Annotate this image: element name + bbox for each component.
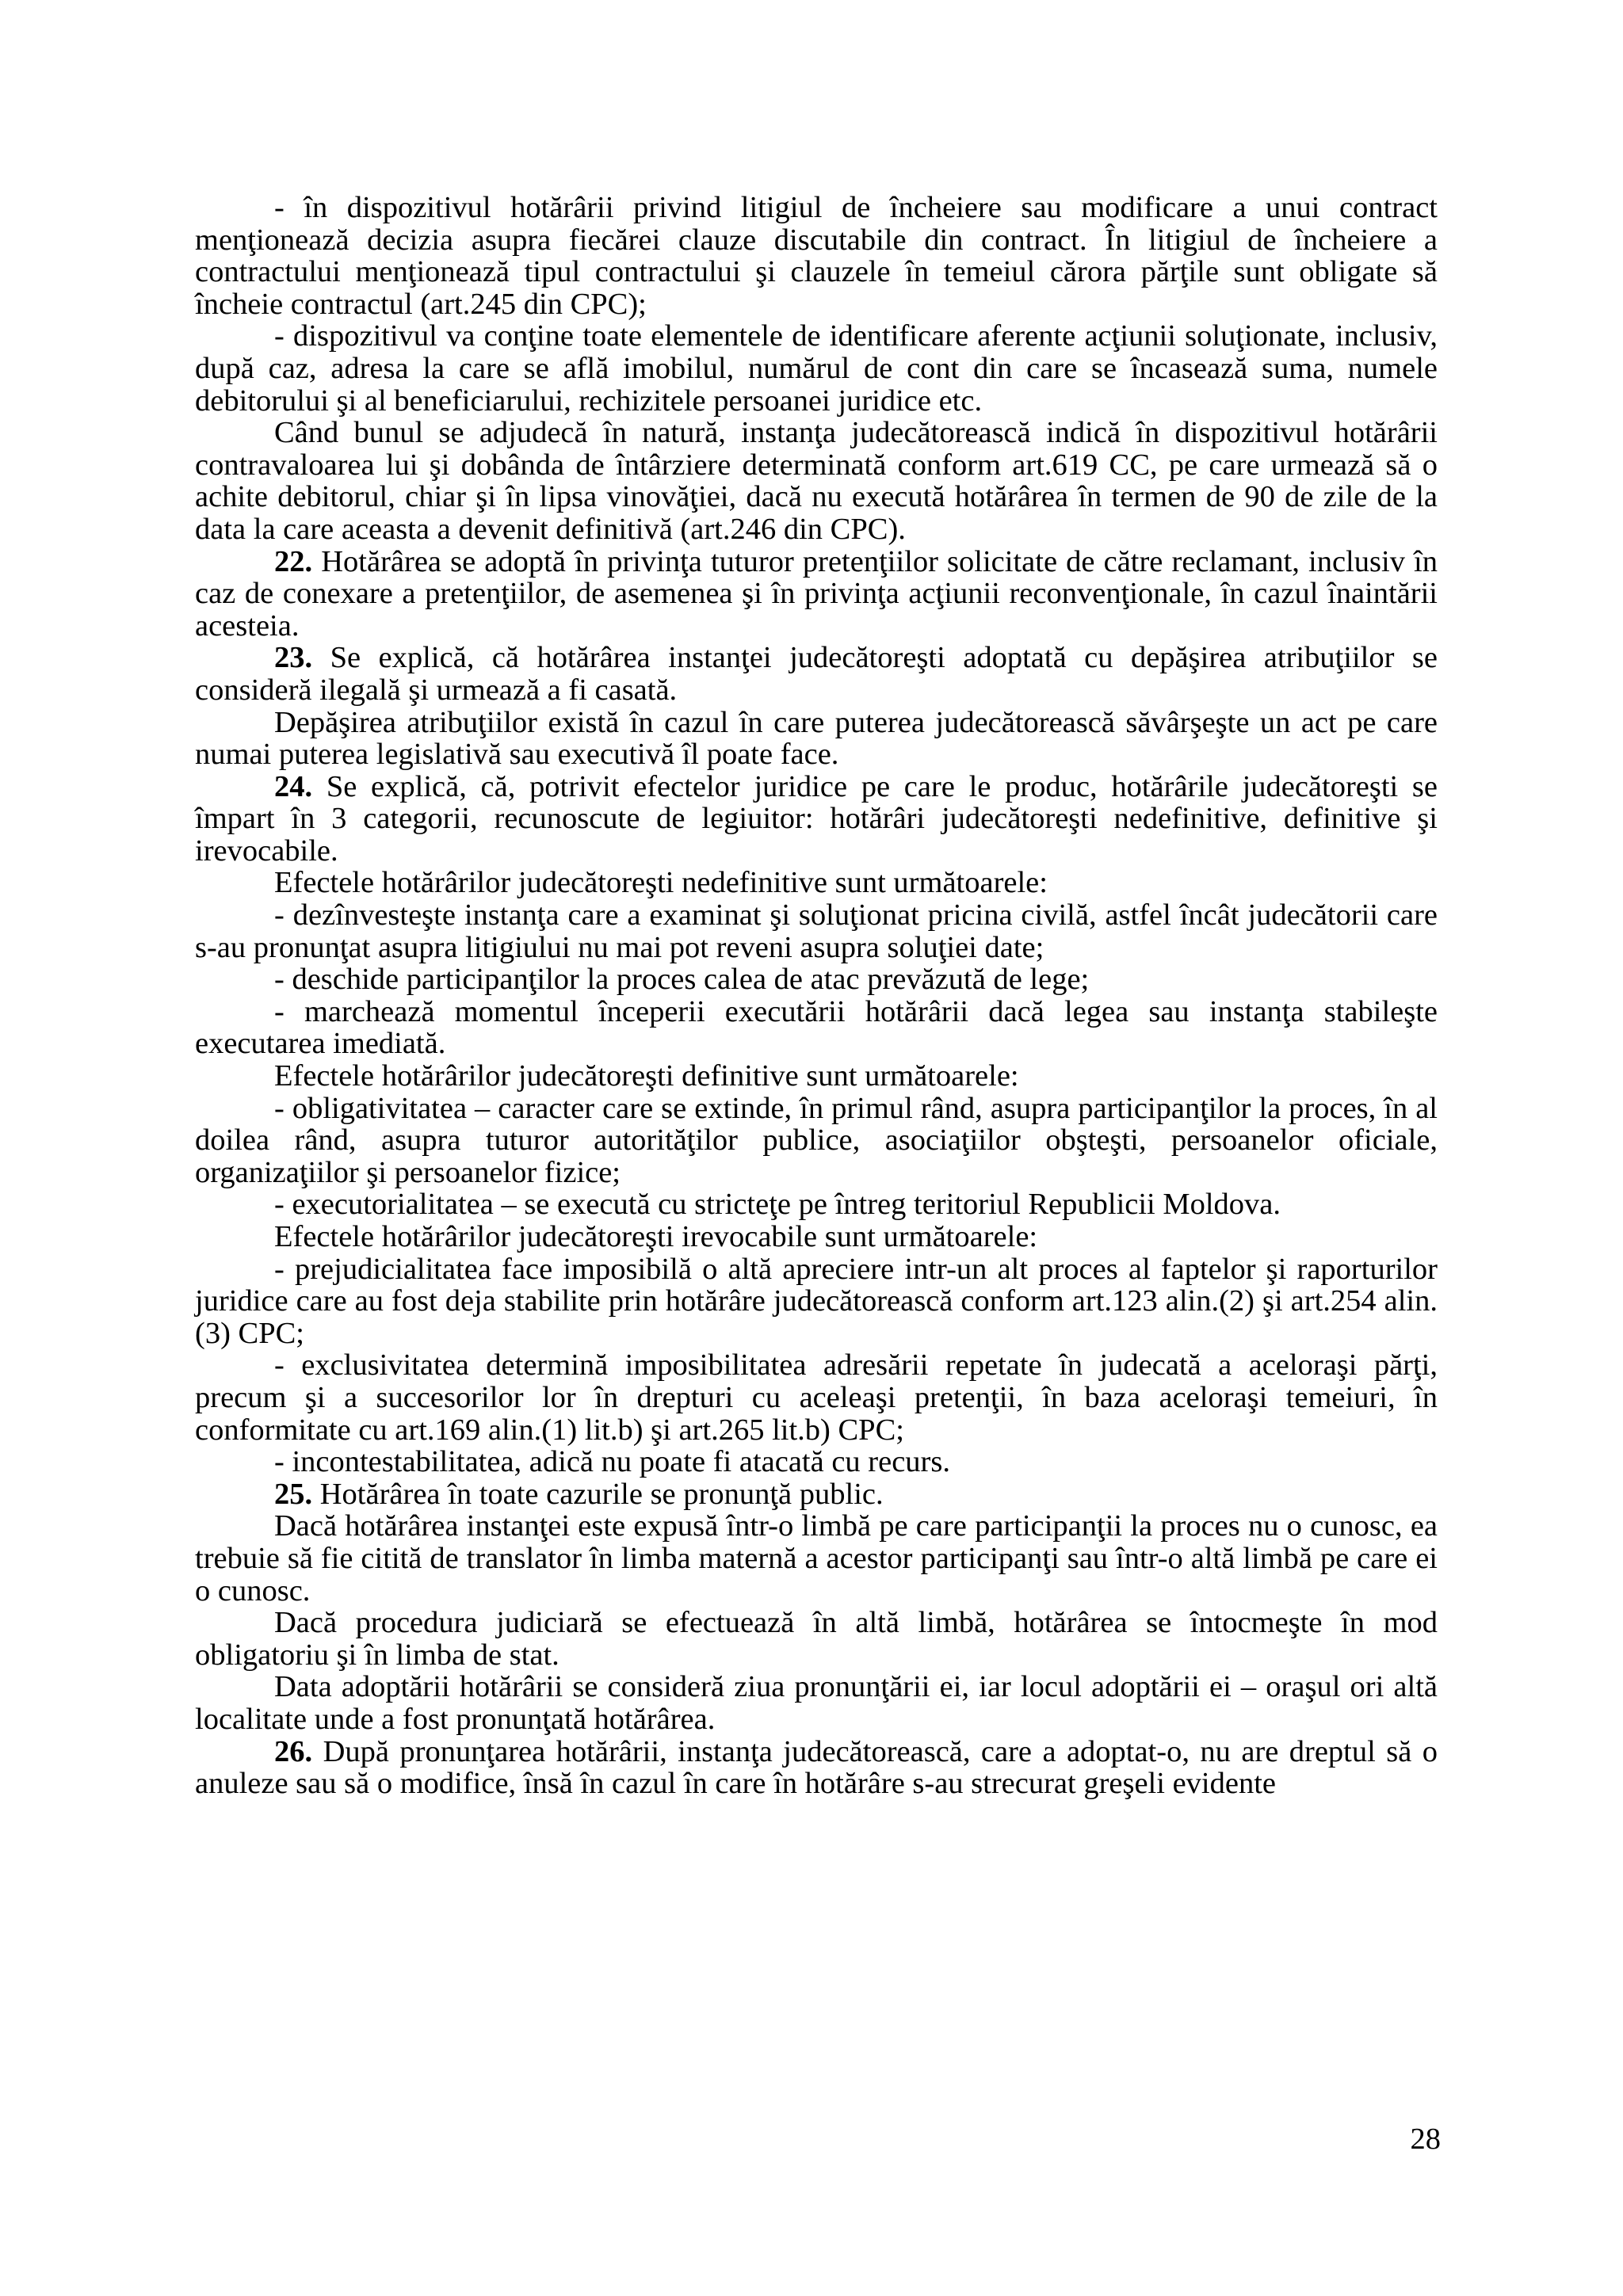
paragraph-text: - dispozitivul va conţine toate elementele de identificare aferente acţiunii soluţionate, inclusiv, după caz, adresa la care se află imobilul, numărul de cont din care se încasează suma, numele debitorului şi al beneficiarului, rechizitele persoanei juridice etc. [195,319,1438,418]
paragraph [195,1478,1438,1511]
paragraph-text: Efectele hotărârilor judecătoreşti irevocabile sunt următoarele: [274,1220,1038,1253]
paragraph [195,1060,1438,1093]
paragraph-text: Efectele hotărârilor judecătoreşti definitive sunt următoarele: [274,1059,1019,1093]
paragraph-text: - executorialitatea – se execută cu stricteţe pe întreg teritoriul Republicii Moldova. [274,1188,1281,1222]
paragraph-text: - prejudicialitatea face imposibilă o altă apreciere intr-un alt proces al faptelor şi raporturilor juridice care au fost deja stabilite prin hotărâre judecătorească conform art.123 alin.(2) şi art.254 alin.(3) CPC; [195,1252,1438,1350]
paragraph-text: Hotărârea în toate cazurile se pronunţă public. [319,1477,884,1511]
paragraph-text: - dezînvesteşte instanţa care a examinat şi soluţionat pricina civilă, astfel încât judecătorii care s-au pronunţat asupra litigiului nu mai pot reveni asupra soluţiei date; [195,898,1438,964]
page-number: 28 [1410,2122,1441,2156]
paragraph [195,320,1438,417]
paragraph-number: 25. [274,1477,313,1511]
paragraph [195,996,1438,1060]
paragraph [195,867,1438,899]
paragraph [195,1736,1438,1800]
paragraph-number: 24. [274,769,313,803]
paragraph-text: Se explică, că, potrivit efectelor juridice pe care le produc, hotărârile judecătoreşti se împart în 3 categorii, recunoscute de legiuitor: hotărâri judecătoreşti nedefinitive, definitive şi irevocabile. [195,769,1438,868]
paragraph-text: Hotărârea se adoptă în privinţa tuturor pretenţiilor solicitate de către reclamant, inclusiv în caz de conexare a pretenţiilor, de asemenea şi în privinţa acţiunii reconvenţionale, în cazul înaintării acesteia. [195,544,1438,643]
document-body [195,192,1438,1800]
paragraph [195,1671,1438,1735]
paragraph-text: După pronunţarea hotărârii, instanţa judecătorească, care a adoptat-o, nu are dreptul să o anuleze sau să o modifice, însă în cazul în care în hotărâre s-au strecurat greşeli evidente [195,1734,1438,1801]
paragraph-text: Data adoptării hotărârii se consideră ziua pronunţării ei, iar locul adoptării ei – oraşul ori altă localitate unde a fost pronunţată hotărârea. [195,1670,1438,1736]
paragraph [195,1221,1438,1253]
paragraph [195,1093,1438,1189]
paragraph-text: - exclusivitatea determină imposibilitatea adresării repetate în judecată a aceloraşi părţi, precum şi a succesorilor lor în drepturi cu aceleaşi pretenţii, în baza aceloraşi temeiuri, în conformitate cu art.169 alin.(1) lit.b) şi art.265 lit.b) CPC; [195,1348,1438,1447]
paragraph [195,1446,1438,1478]
paragraph-text: - marchează momentul începerii executării hotărârii dacă legea sau instanţa stabileşte executarea imediată. [195,994,1438,1061]
paragraph [195,1607,1438,1671]
paragraph-text: Dacă procedura judiciară se efectuează în altă limbă, hotărârea se întocmeşte în mod obligatoriu şi în limba de stat. [195,1606,1438,1672]
paragraph [195,899,1438,963]
paragraph [195,642,1438,706]
paragraph [195,546,1438,643]
paragraph [195,1188,1438,1221]
paragraph [195,417,1438,545]
paragraph-text: - în dispozitivul hotărârii privind litigiul de încheiere sau modificare a unui contract menţionează decizia asupra fiecărei clauze discutabile din contract. În litigiul de încheiere a contractului menţionează tipul contractului şi clauzele în temeiul cărora părţile sunt obligate să încheie contractul (art.245 din CPC); [195,191,1438,321]
paragraph-number: 22. [274,544,313,578]
paragraph-number: 23. [274,641,313,675]
paragraph-text: - incontestabilitatea, adică nu poate fi atacată cu recurs. [274,1445,950,1479]
paragraph [195,1510,1438,1607]
paragraph [195,771,1438,868]
paragraph [195,1349,1438,1446]
paragraph-text: Depăşirea atribuţiilor există în cazul în care puterea judecătorească săvârşeşte un act pe care numai puterea legislativă sau executivă îl poate face. [195,705,1438,772]
paragraph-number: 26. [274,1734,313,1768]
paragraph-text: - obligativitatea – caracter care se extinde, în primul rând, asupra participanţilor la proces, în al doilea rând, asupra tuturor autorităţilor publice, asociaţiilor obşteşti, persoanelor oficiale, organizaţiilor şi persoanelor fizice; [195,1091,1438,1189]
paragraph-text: Efectele hotărârilor judecătoreşti nedefinitive sunt următoarele: [274,866,1048,900]
paragraph [195,963,1438,996]
paragraph [195,192,1438,320]
paragraph-text: Când bunul se adjudecă în natură, instanţa judecătorească indică în dispozitivul hotărârii contravaloarea lui şi dobânda de întârziere determinată conform art.619 CC, pe care urmează să o achite debitorul, chiar şi în lipsa vinovăţiei, dacă nu execută hotărârea în termen de 90 de zile de la data la care aceasta a devenit definitivă (art.246 din CPC). [195,416,1438,546]
paragraph-text: Dacă hotărârea instanţei este expusă într-o limbă pe care participanţii la proces nu o cunosc, ea trebuie să fie citită de translator în limba maternă a acestor participanţi sau într-o altă limbă pe care ei o cunosc. [195,1509,1438,1608]
paragraph-text: - deschide participanţilor la proces calea de atac prevăzută de lege; [274,963,1090,997]
paragraph-text: Se explică, că hotărârea instanţei judecătoreşti adoptată cu depăşirea atribuţiilor se consideră ilegală şi urmează a fi casată. [195,641,1438,707]
paragraph [195,707,1438,771]
paragraph [195,1253,1438,1350]
